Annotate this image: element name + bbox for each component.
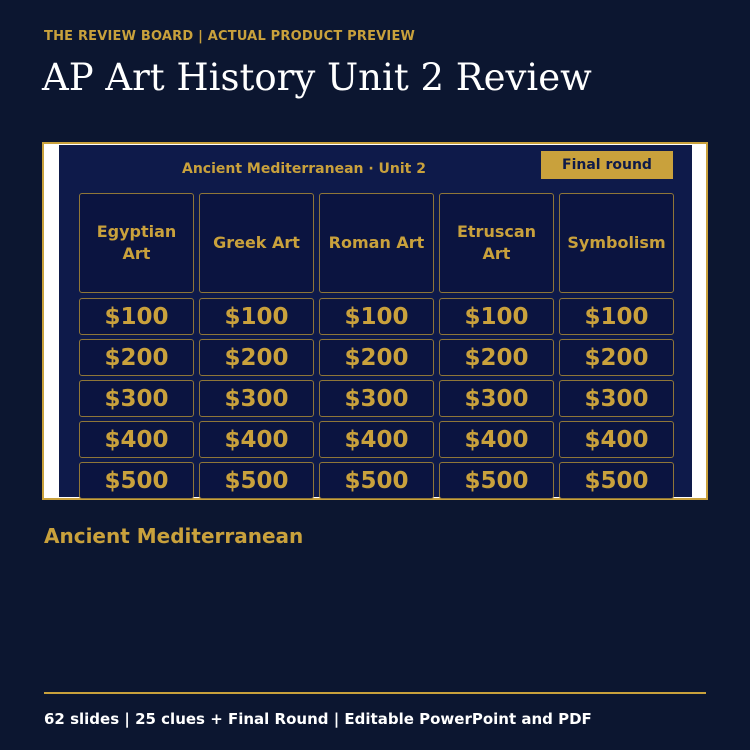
category-header: Etruscan Art: [439, 193, 554, 293]
clue-cell[interactable]: $400: [439, 421, 554, 458]
clue-cell[interactable]: $300: [439, 380, 554, 417]
clue-cell[interactable]: $500: [319, 462, 434, 499]
clue-cell[interactable]: $100: [79, 298, 194, 335]
divider: [44, 692, 706, 694]
clue-cell[interactable]: $300: [199, 380, 314, 417]
clue-cell[interactable]: $300: [319, 380, 434, 417]
clue-cell[interactable]: $200: [319, 339, 434, 376]
category-header: Greek Art: [199, 193, 314, 293]
clue-cell[interactable]: $400: [559, 421, 674, 458]
clue-cell[interactable]: $500: [79, 462, 194, 499]
page-title: AP Art History Unit 2 Review: [42, 56, 592, 99]
clue-cell[interactable]: $200: [559, 339, 674, 376]
jeopardy-board: [59, 145, 692, 497]
eyebrow-label: THE REVIEW BOARD | ACTUAL PRODUCT PREVIEW: [44, 29, 416, 44]
clue-cell[interactable]: $100: [199, 298, 314, 335]
clue-cell[interactable]: $400: [79, 421, 194, 458]
clue-cell[interactable]: $100: [319, 298, 434, 335]
clue-cell[interactable]: $500: [439, 462, 554, 499]
clue-cell[interactable]: $300: [559, 380, 674, 417]
clue-cell[interactable]: $500: [199, 462, 314, 499]
clue-cell[interactable]: $100: [559, 298, 674, 335]
board-title: Ancient Mediterranean · Unit 2: [181, 161, 426, 177]
clue-cell[interactable]: $200: [199, 339, 314, 376]
category-header: Egyptian Art: [79, 193, 194, 293]
clue-cell[interactable]: $200: [79, 339, 194, 376]
footer-info: 62 slides | 25 clues + Final Round | Editable PowerPoint and PDF: [44, 710, 592, 728]
clue-cell[interactable]: $400: [319, 421, 434, 458]
clue-cell[interactable]: $200: [439, 339, 554, 376]
category-header: Symbolism: [559, 193, 674, 293]
category-header: Roman Art: [319, 193, 434, 293]
product-preview-frame: [42, 142, 708, 500]
clue-cell[interactable]: $300: [79, 380, 194, 417]
clue-cell[interactable]: $500: [559, 462, 674, 499]
final-round-button[interactable]: Final round: [541, 151, 673, 179]
clue-cell[interactable]: $400: [199, 421, 314, 458]
clue-cell[interactable]: $100: [439, 298, 554, 335]
section-subtitle: Ancient Mediterranean: [44, 524, 304, 548]
